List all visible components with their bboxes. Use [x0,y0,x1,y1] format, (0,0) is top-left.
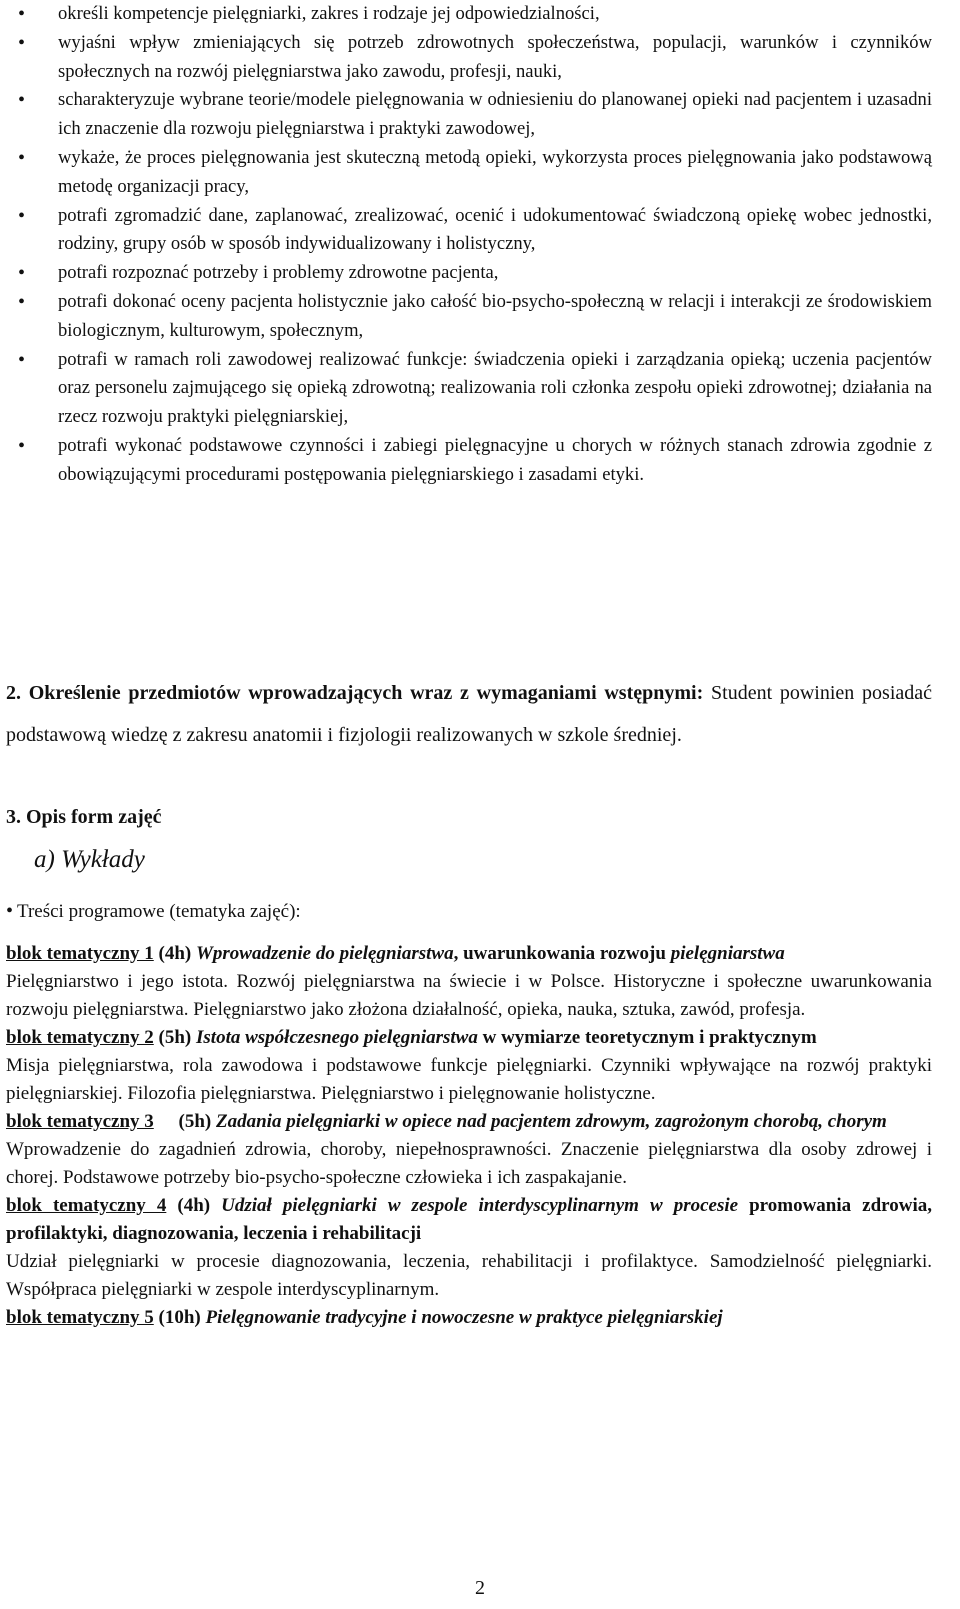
block-body: Pielęgniarstwo i jego istota. Rozwój pielęgniarstwa na świecie i w Polsce. Historyczne i społeczne uwarunkowania rozwoju pielęgniarstwa. Pielęgniarstwo jako złożona działalność, opieka, nauka, sztuka, zawód, profesja. [6,971,932,1020]
competence-item [0,29,960,87]
program-contents-line [6,896,932,927]
competence-item [0,86,960,144]
competence-text: wyjaśni wpływ zmieniających się potrzeb zdrowotnych społeczeństwa, populacji, warunków i czynników społecznych na rozwój pielęgniarstwa jako zawodu, profesji, nauki, [58,31,932,82]
block-title-rest: w wymiarze teoretycznym i praktycznym [477,1027,817,1048]
block-title-rest: , uwarunkowania rozwoju [453,943,666,964]
block-heading [6,1192,932,1248]
block-hours: (4h) [177,1195,211,1216]
bullet-icon: • [18,89,26,112]
competence-text: określi kompetencje pielęgniarki, zakres i rodzaje jej odpowiedzialności, [58,3,600,24]
section-2 [6,672,932,756]
page-number: 2 [475,1577,485,1599]
block-body: Misja pielęgniarstwa, rola zawodowa i podstawowe funkcje pielęgniarki. Czynniki wpływające na rozwój praktyki pielęgniarskiej. Filozofia pielęgniarstwa. Pielęgniarstwo i pielęgnowanie holistyczne. [6,1055,932,1104]
block-title-italic: Istota współczesnego pielęgniarstwa [196,1027,478,1048]
thematic-block [6,1304,932,1332]
bullet-icon: • [18,348,26,371]
block-heading [6,940,932,968]
block-title-italic: Udział pielęgniarki w zespole interdyscyplinarnym w procesie [221,1195,739,1216]
competence-text: potrafi zgromadzić dane, zaplanować, zrealizować, ocenić i udokumentować świadczoną opiekę wobec jednostki, rodziny, grupy osób w sposób indywidualizowany i holistyczny, [58,204,932,255]
thematic-block [6,1192,932,1304]
section-3 [6,800,932,927]
block-title-line2: pielęgniarstwa [670,943,785,964]
competence-text: potrafi dokonać oceny pacjenta holistycznie jako całość bio-psycho-społeczną w relacji i interakcji ze środowiskiem biologicznym, kulturowym, społecznym, [58,290,932,341]
block-body: Udział pielęgniarki w procesie diagnozowania, leczenia, rehabilitacji i profilaktyce. Samodzielność pielęgniarki. Współpraca pielęgniarki w zespole interdyscyplinarnym. [6,1251,932,1300]
competence-text: potrafi rozpoznać potrzeby i problemy zdrowotne pacjenta, [58,262,499,284]
bullet-icon: • [18,204,26,227]
bullet-icon: • [6,900,14,922]
block-label: blok tematyczny 4 [6,1195,167,1216]
bullet-icon: • [18,146,26,169]
block-title-italic: Wprowadzenie do pielęgniarstwa [196,943,454,964]
block-body: Wprowadzenie do zagadnień zdrowia, choroby, niepełnosprawności. Znaczenie pielęgniarstwa dla osoby zdrowej i chorej. Podstawowe potrzeby bio-psycho-społeczne człowieka i ich zaspakajanie. [6,1139,932,1188]
block-heading [6,1108,932,1136]
block-hours: (10h) [158,1307,201,1328]
bullet-icon: • [18,3,26,25]
block-heading [6,1304,932,1332]
bullet-icon: • [18,434,26,457]
competence-text: potrafi wykonać podstawowe czynności i zabiegi pielęgnacyjne u chorych w różnych stanach zdrowia zgodnie z obowiązującymi procedurami postępowania pielęgniarskiego i zasadami etyki. [58,434,932,485]
competence-item [0,432,960,490]
block-label: blok tematyczny 2 [6,1027,154,1048]
competence-text: wykaże, że proces pielęgnowania jest skuteczną metodą opieki, wykorzysta proces pielęgnowania jako podstawową metodę organizacji pracy, [58,146,932,197]
thematic-block [6,1024,932,1108]
bullet-icon: • [18,262,26,285]
competence-section [0,0,960,490]
block-label: blok tematyczny 1 [6,943,154,964]
program-contents-label: Treści programowe (tematyka zajęć): [17,901,301,922]
section-2-text: Student powinien posiadać podstawową wiedzę z zakresu anatomii i fizjologii realizowanych w szkole średniej. [6,682,933,746]
block-title-italic: Pielęgnowanie tradycyjne i nowoczesne w praktyce pielęgniarskiej [205,1307,723,1328]
block-label: blok tematyczny 5 [6,1307,154,1328]
competence-text: potrafi w ramach roli zawodowej realizować funkcje: świadczenia opieki i zarządzania opieką; uczenia pacjentów oraz personelu zajmującego się opieką zdrowotną; realizowania roli członka zespołu opieki zdrowotnej; działania na rzecz rozwoju praktyki pielęgniarskiej, [58,348,932,428]
block-hours: (5h) [178,1111,212,1132]
thematic-blocks [6,940,932,1332]
bullet-icon: • [18,290,26,313]
competence-item [0,346,960,432]
competence-text: scharakteryzuje wybrane teorie/modele pielęgnowania w odniesieniu do planowanej opieki nad pacjentem i uzasadni ich znaczenie dla rozwoju pielęgniarstwa i praktyki zawodowej, [58,89,932,140]
thematic-block [6,1108,932,1192]
competence-item [0,288,960,346]
lectures-subheading: a) Wykłady [34,846,145,873]
competence-item [0,144,960,202]
section-3-heading: 3. Opis form zajęć [6,806,162,828]
block-label: blok tematyczny 3 [6,1111,154,1132]
section-2-heading: Określenie przedmiotów wprowadzających wraz z wymaganiami wstępnymi: [28,682,704,704]
block-heading [6,1024,932,1052]
competence-list [0,0,960,490]
thematic-block [6,940,932,1024]
block-hours: (5h) [158,1027,192,1048]
block-title-italic: Zadania pielęgniarki w opiece nad pacjentem zdrowym, zagrożonym chorobą, chorym [216,1111,887,1132]
block-title-rest: promowania zdrowia, profilaktyki, diagnozowania, leczenia i rehabilitacji [6,1195,933,1244]
section-2-number: 2. [6,682,21,704]
competence-item [0,0,960,29]
block-hours: (4h) [158,943,192,964]
bullet-icon: • [18,31,26,54]
competence-item [0,202,960,260]
section-2-paragraph [6,672,932,756]
competence-item [0,259,960,288]
